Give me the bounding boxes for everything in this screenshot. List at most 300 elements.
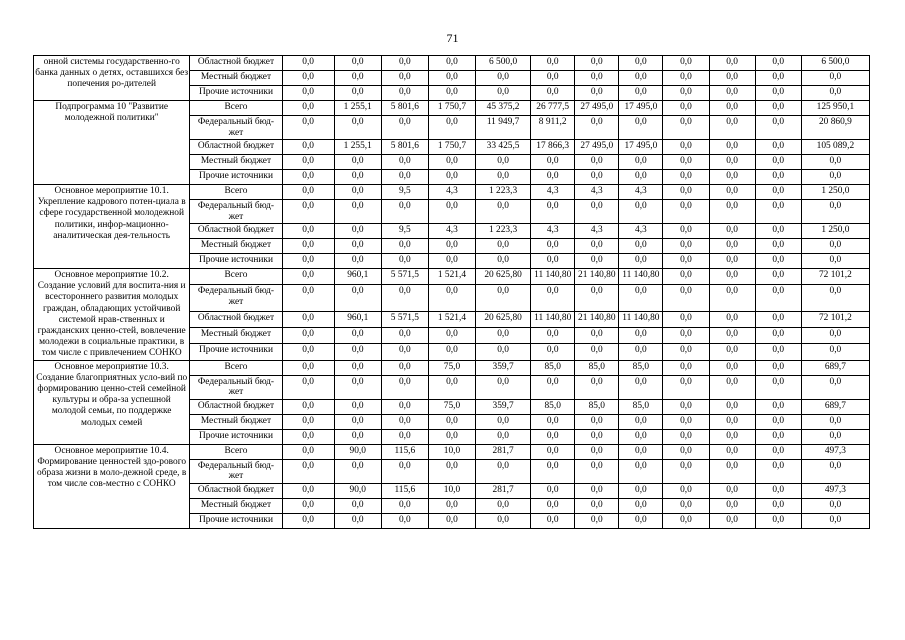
amount-cell: 0,0 [282, 170, 334, 185]
amount-cell: 1 750,7 [428, 101, 475, 116]
amount-cell: 17 866,3 [531, 140, 575, 155]
amount-cell: 0,0 [428, 414, 475, 429]
amount-cell: 0,0 [428, 327, 475, 343]
amount-cell: 0,0 [476, 155, 531, 170]
amount-cell: 4,3 [619, 224, 663, 239]
amount-cell: 0,0 [282, 375, 334, 399]
amount-cell: 0,0 [428, 459, 475, 483]
funding-source-cell: Федеральный бюд-жет [190, 116, 282, 140]
amount-cell: 0,0 [709, 101, 755, 116]
amount-cell: 4,3 [531, 224, 575, 239]
amount-cell: 1 223,3 [476, 185, 531, 200]
amount-cell: 0,0 [531, 327, 575, 343]
amount-cell: 0,0 [334, 86, 381, 101]
amount-cell: 0,0 [531, 429, 575, 444]
amount-cell: 0,0 [801, 285, 869, 311]
amount-cell: 0,0 [476, 285, 531, 311]
amount-cell: 0,0 [334, 327, 381, 343]
amount-cell: 0,0 [428, 429, 475, 444]
amount-cell: 0,0 [663, 429, 709, 444]
amount-cell: 0,0 [476, 327, 531, 343]
amount-cell: 1 750,7 [428, 140, 475, 155]
amount-cell: 125 950,1 [801, 101, 869, 116]
amount-cell: 0,0 [282, 344, 334, 360]
amount-cell: 0,0 [663, 360, 709, 375]
amount-cell: 0,0 [575, 285, 619, 311]
amount-cell: 0,0 [282, 224, 334, 239]
amount-cell: 0,0 [663, 414, 709, 429]
funding-source-cell: Местный бюджет [190, 414, 282, 429]
amount-cell: 0,0 [801, 429, 869, 444]
amount-cell: 1 223,3 [476, 224, 531, 239]
amount-cell: 0,0 [531, 86, 575, 101]
amount-cell: 11 140,80 [531, 269, 575, 285]
amount-cell: 0,0 [755, 170, 801, 185]
amount-cell: 0,0 [801, 155, 869, 170]
funding-source-cell: Прочие источники [190, 344, 282, 360]
amount-cell: 5 571,5 [381, 269, 428, 285]
amount-cell: 0,0 [334, 429, 381, 444]
amount-cell: 27 495,0 [575, 140, 619, 155]
amount-cell: 0,0 [282, 71, 334, 86]
funding-source-cell: Местный бюджет [190, 71, 282, 86]
amount-cell: 20 625,80 [476, 311, 531, 327]
amount-cell: 0,0 [381, 513, 428, 528]
amount-cell: 0,0 [282, 327, 334, 343]
amount-cell: 0,0 [334, 185, 381, 200]
amount-cell: 0,0 [755, 498, 801, 513]
amount-cell: 0,0 [575, 375, 619, 399]
funding-source-cell: Федеральный бюд-жет [190, 375, 282, 399]
amount-cell: 0,0 [709, 429, 755, 444]
amount-cell: 0,0 [755, 285, 801, 311]
amount-cell: 0,0 [334, 200, 381, 224]
amount-cell: 0,0 [755, 116, 801, 140]
amount-cell: 0,0 [575, 239, 619, 254]
amount-cell: 0,0 [575, 498, 619, 513]
amount-cell: 0,0 [282, 444, 334, 459]
amount-cell: 0,0 [428, 170, 475, 185]
amount-cell: 960,1 [334, 269, 381, 285]
amount-cell: 0,0 [334, 498, 381, 513]
amount-cell: 0,0 [282, 56, 334, 71]
amount-cell: 0,0 [575, 327, 619, 343]
program-name-cell: Основное мероприятие 10.3. Создание благоприятных усло-вий по формированию ценно-стей семейной культуры и обра-за успешной молодой семьи, по поддержке молодых семей [34, 360, 190, 444]
amount-cell: 4,3 [575, 224, 619, 239]
amount-cell: 0,0 [709, 140, 755, 155]
amount-cell: 0,0 [334, 71, 381, 86]
amount-cell: 0,0 [755, 414, 801, 429]
funding-source-cell: Всего [190, 444, 282, 459]
amount-cell: 359,7 [476, 399, 531, 414]
program-name-cell: Основное мероприятие 10.1. Укрепление кадрового потен-циала в сфере государственной молодежной политики, инфор-мационно-аналитическая дея-тельность [34, 185, 190, 269]
amount-cell: 0,0 [663, 459, 709, 483]
amount-cell: 0,0 [575, 116, 619, 140]
amount-cell: 0,0 [755, 56, 801, 71]
amount-cell: 8 911,2 [531, 116, 575, 140]
amount-cell: 20 860,9 [801, 116, 869, 140]
amount-cell: 0,0 [381, 170, 428, 185]
amount-cell: 0,0 [801, 200, 869, 224]
amount-cell: 0,0 [282, 429, 334, 444]
amount-cell: 0,0 [755, 513, 801, 528]
program-name-cell: онной системы государственно-го банка данных о детях, оставшихся без попечения ро-дителей [34, 56, 190, 101]
amount-cell: 26 777,5 [531, 101, 575, 116]
amount-cell: 0,0 [531, 498, 575, 513]
amount-cell: 0,0 [619, 56, 663, 71]
amount-cell: 0,0 [282, 155, 334, 170]
amount-cell: 0,0 [755, 375, 801, 399]
amount-cell: 0,0 [801, 498, 869, 513]
amount-cell: 0,0 [755, 311, 801, 327]
amount-cell: 0,0 [531, 200, 575, 224]
funding-source-cell: Федеральный бюд-жет [190, 459, 282, 483]
amount-cell: 0,0 [531, 444, 575, 459]
amount-cell: 0,0 [531, 155, 575, 170]
amount-cell: 0,0 [755, 444, 801, 459]
amount-cell: 0,0 [709, 170, 755, 185]
amount-cell: 0,0 [801, 239, 869, 254]
amount-cell: 0,0 [334, 254, 381, 269]
amount-cell: 0,0 [755, 483, 801, 498]
amount-cell: 0,0 [663, 116, 709, 140]
amount-cell: 0,0 [755, 71, 801, 86]
amount-cell: 0,0 [381, 414, 428, 429]
amount-cell: 0,0 [709, 327, 755, 343]
funding-source-cell: Местный бюджет [190, 327, 282, 343]
amount-cell: 0,0 [755, 140, 801, 155]
funding-source-cell: Областной бюджет [190, 56, 282, 71]
amount-cell: 0,0 [334, 285, 381, 311]
amount-cell: 960,1 [334, 311, 381, 327]
amount-cell: 85,0 [619, 360, 663, 375]
amount-cell: 1 521,4 [428, 311, 475, 327]
amount-cell: 0,0 [282, 399, 334, 414]
amount-cell: 0,0 [663, 101, 709, 116]
amount-cell: 0,0 [381, 285, 428, 311]
amount-cell: 0,0 [663, 239, 709, 254]
amount-cell: 0,0 [709, 224, 755, 239]
amount-cell: 11 140,80 [619, 269, 663, 285]
amount-cell: 0,0 [428, 155, 475, 170]
amount-cell: 0,0 [334, 56, 381, 71]
amount-cell: 0,0 [476, 239, 531, 254]
amount-cell: 0,0 [709, 71, 755, 86]
amount-cell: 4,3 [428, 224, 475, 239]
amount-cell: 0,0 [755, 360, 801, 375]
amount-cell: 0,0 [334, 170, 381, 185]
amount-cell: 0,0 [476, 429, 531, 444]
amount-cell: 5 801,6 [381, 101, 428, 116]
amount-cell: 0,0 [619, 429, 663, 444]
amount-cell: 0,0 [709, 344, 755, 360]
amount-cell: 0,0 [334, 344, 381, 360]
amount-cell: 0,0 [709, 498, 755, 513]
funding-source-cell: Прочие источники [190, 86, 282, 101]
amount-cell: 21 140,80 [575, 311, 619, 327]
page-number: 71 [446, 31, 459, 45]
amount-cell: 0,0 [801, 86, 869, 101]
amount-cell: 0,0 [282, 269, 334, 285]
amount-cell: 0,0 [755, 155, 801, 170]
amount-cell: 0,0 [755, 200, 801, 224]
amount-cell: 0,0 [531, 239, 575, 254]
amount-cell: 0,0 [709, 360, 755, 375]
amount-cell: 90,0 [334, 483, 381, 498]
amount-cell: 0,0 [619, 86, 663, 101]
amount-cell: 0,0 [476, 414, 531, 429]
program-name-cell: Основное мероприятие 10.4. Формирование ценностей здо-рового образа жизни в моло-дежной среде, в том числе сов-местно с СОНКО [34, 444, 190, 528]
amount-cell: 0,0 [428, 200, 475, 224]
amount-cell: 0,0 [428, 375, 475, 399]
amount-cell: 0,0 [381, 155, 428, 170]
amount-cell: 11 140,80 [619, 311, 663, 327]
amount-cell: 281,7 [476, 483, 531, 498]
amount-cell: 0,0 [282, 285, 334, 311]
amount-cell: 0,0 [381, 375, 428, 399]
amount-cell: 0,0 [381, 429, 428, 444]
funding-source-cell: Всего [190, 101, 282, 116]
amount-cell: 0,0 [334, 399, 381, 414]
amount-cell: 0,0 [476, 375, 531, 399]
amount-cell: 0,0 [476, 513, 531, 528]
amount-cell: 689,7 [801, 399, 869, 414]
amount-cell: 0,0 [663, 444, 709, 459]
amount-cell: 0,0 [575, 344, 619, 360]
amount-cell: 11 140,80 [531, 311, 575, 327]
amount-cell: 0,0 [428, 71, 475, 86]
amount-cell: 0,0 [334, 224, 381, 239]
table-row [34, 360, 870, 375]
amount-cell: 0,0 [663, 399, 709, 414]
program-name-cell: Основное мероприятие 10.2. Создание условий для воспита-ния и всестороннего развития молодых граждан, обладающих устойчивой системой нрав-ственных и гражданских ценно-стей, вовлечение молодежи в социальные практики, в том числе с привлечением СОНКО [34, 269, 190, 361]
amount-cell: 0,0 [531, 375, 575, 399]
amount-cell: 0,0 [663, 155, 709, 170]
amount-cell: 0,0 [619, 483, 663, 498]
amount-cell: 115,6 [381, 444, 428, 459]
amount-cell: 0,0 [755, 86, 801, 101]
amount-cell: 0,0 [619, 344, 663, 360]
amount-cell: 0,0 [428, 254, 475, 269]
amount-cell: 85,0 [575, 399, 619, 414]
amount-cell: 0,0 [381, 116, 428, 140]
amount-cell: 11 949,7 [476, 116, 531, 140]
amount-cell: 10,0 [428, 444, 475, 459]
amount-cell: 0,0 [575, 170, 619, 185]
amount-cell: 1 250,0 [801, 224, 869, 239]
amount-cell: 5 571,5 [381, 311, 428, 327]
amount-cell: 0,0 [619, 254, 663, 269]
amount-cell: 9,5 [381, 224, 428, 239]
amount-cell: 0,0 [663, 56, 709, 71]
amount-cell: 0,0 [334, 239, 381, 254]
amount-cell: 0,0 [709, 444, 755, 459]
amount-cell: 0,0 [663, 483, 709, 498]
amount-cell: 0,0 [619, 170, 663, 185]
amount-cell: 0,0 [282, 498, 334, 513]
amount-cell: 27 495,0 [575, 101, 619, 116]
amount-cell: 0,0 [801, 71, 869, 86]
amount-cell: 0,0 [428, 239, 475, 254]
amount-cell: 0,0 [663, 285, 709, 311]
amount-cell: 1 521,4 [428, 269, 475, 285]
amount-cell: 33 425,5 [476, 140, 531, 155]
amount-cell: 0,0 [575, 86, 619, 101]
amount-cell: 281,7 [476, 444, 531, 459]
amount-cell: 0,0 [476, 344, 531, 360]
amount-cell: 0,0 [755, 101, 801, 116]
amount-cell: 0,0 [709, 459, 755, 483]
amount-cell: 0,0 [755, 399, 801, 414]
amount-cell: 0,0 [663, 254, 709, 269]
amount-cell: 0,0 [282, 483, 334, 498]
amount-cell: 0,0 [381, 360, 428, 375]
amount-cell: 0,0 [709, 200, 755, 224]
amount-cell: 0,0 [531, 513, 575, 528]
amount-cell: 0,0 [282, 414, 334, 429]
amount-cell: 0,0 [282, 200, 334, 224]
amount-cell: 4,3 [575, 185, 619, 200]
amount-cell: 0,0 [476, 86, 531, 101]
amount-cell: 0,0 [476, 200, 531, 224]
amount-cell: 0,0 [755, 254, 801, 269]
amount-cell: 0,0 [282, 185, 334, 200]
amount-cell: 0,0 [381, 327, 428, 343]
amount-cell: 0,0 [334, 414, 381, 429]
table-row [34, 56, 870, 71]
amount-cell: 0,0 [334, 116, 381, 140]
amount-cell: 0,0 [575, 155, 619, 170]
amount-cell: 0,0 [663, 375, 709, 399]
amount-cell: 9,5 [381, 185, 428, 200]
funding-source-cell: Областной бюджет [190, 224, 282, 239]
amount-cell: 105 089,2 [801, 140, 869, 155]
amount-cell: 0,0 [531, 483, 575, 498]
funding-source-cell: Прочие источники [190, 513, 282, 528]
amount-cell: 0,0 [575, 444, 619, 459]
amount-cell: 0,0 [282, 254, 334, 269]
amount-cell: 497,3 [801, 483, 869, 498]
amount-cell: 0,0 [575, 71, 619, 86]
funding-source-cell: Областной бюджет [190, 399, 282, 414]
amount-cell: 45 375,2 [476, 101, 531, 116]
amount-cell: 0,0 [381, 399, 428, 414]
amount-cell: 0,0 [801, 513, 869, 528]
funding-source-cell: Областной бюджет [190, 140, 282, 155]
amount-cell: 0,0 [755, 344, 801, 360]
amount-cell: 0,0 [709, 483, 755, 498]
amount-cell: 0,0 [663, 311, 709, 327]
amount-cell: 0,0 [709, 254, 755, 269]
amount-cell: 0,0 [282, 360, 334, 375]
amount-cell: 0,0 [663, 71, 709, 86]
amount-cell: 0,0 [381, 344, 428, 360]
amount-cell: 0,0 [619, 513, 663, 528]
amount-cell: 0,0 [801, 344, 869, 360]
amount-cell: 85,0 [531, 399, 575, 414]
amount-cell: 0,0 [709, 285, 755, 311]
amount-cell: 85,0 [575, 360, 619, 375]
amount-cell: 0,0 [575, 513, 619, 528]
funding-source-cell: Федеральный бюд-жет [190, 200, 282, 224]
amount-cell: 0,0 [428, 513, 475, 528]
amount-cell: 0,0 [709, 56, 755, 71]
amount-cell: 4,3 [531, 185, 575, 200]
amount-cell: 0,0 [619, 498, 663, 513]
amount-cell: 0,0 [334, 375, 381, 399]
amount-cell: 20 625,80 [476, 269, 531, 285]
amount-cell: 0,0 [476, 170, 531, 185]
amount-cell: 0,0 [801, 459, 869, 483]
funding-source-cell: Всего [190, 360, 282, 375]
amount-cell: 0,0 [428, 344, 475, 360]
amount-cell: 72 101,2 [801, 269, 869, 285]
amount-cell: 0,0 [709, 513, 755, 528]
amount-cell: 0,0 [709, 399, 755, 414]
amount-cell: 115,6 [381, 483, 428, 498]
amount-cell: 0,0 [663, 344, 709, 360]
amount-cell: 10,0 [428, 483, 475, 498]
amount-cell: 0,0 [476, 254, 531, 269]
amount-cell: 0,0 [381, 498, 428, 513]
amount-cell: 0,0 [619, 285, 663, 311]
amount-cell: 6 500,0 [801, 56, 869, 71]
amount-cell: 1 255,1 [334, 101, 381, 116]
amount-cell: 0,0 [663, 498, 709, 513]
amount-cell: 0,0 [428, 86, 475, 101]
amount-cell: 0,0 [282, 116, 334, 140]
amount-cell: 0,0 [663, 327, 709, 343]
amount-cell: 0,0 [619, 116, 663, 140]
amount-cell: 75,0 [428, 399, 475, 414]
amount-cell: 0,0 [282, 140, 334, 155]
funding-source-cell: Областной бюджет [190, 483, 282, 498]
amount-cell: 0,0 [663, 513, 709, 528]
amount-cell: 0,0 [663, 200, 709, 224]
amount-cell: 0,0 [709, 185, 755, 200]
amount-cell: 21 140,80 [575, 269, 619, 285]
amount-cell: 0,0 [334, 513, 381, 528]
funding-source-cell: Всего [190, 269, 282, 285]
amount-cell: 0,0 [381, 71, 428, 86]
amount-cell: 0,0 [476, 498, 531, 513]
amount-cell: 359,7 [476, 360, 531, 375]
funding-source-cell: Прочие источники [190, 254, 282, 269]
amount-cell: 0,0 [381, 56, 428, 71]
amount-cell: 0,0 [709, 414, 755, 429]
amount-cell: 0,0 [619, 155, 663, 170]
budget-table [33, 55, 870, 529]
amount-cell: 0,0 [619, 375, 663, 399]
funding-source-cell: Областной бюджет [190, 311, 282, 327]
amount-cell: 0,0 [801, 414, 869, 429]
amount-cell: 0,0 [476, 459, 531, 483]
amount-cell: 0,0 [709, 116, 755, 140]
amount-cell: 0,0 [531, 170, 575, 185]
amount-cell: 0,0 [619, 414, 663, 429]
funding-source-cell: Прочие источники [190, 170, 282, 185]
amount-cell: 0,0 [282, 513, 334, 528]
funding-source-cell: Прочие источники [190, 429, 282, 444]
table-row [34, 444, 870, 459]
amount-cell: 0,0 [381, 200, 428, 224]
amount-cell: 0,0 [575, 483, 619, 498]
amount-cell: 17 495,0 [619, 101, 663, 116]
funding-source-cell: Местный бюджет [190, 498, 282, 513]
amount-cell: 0,0 [531, 285, 575, 311]
amount-cell: 0,0 [755, 224, 801, 239]
table-row [34, 101, 870, 116]
